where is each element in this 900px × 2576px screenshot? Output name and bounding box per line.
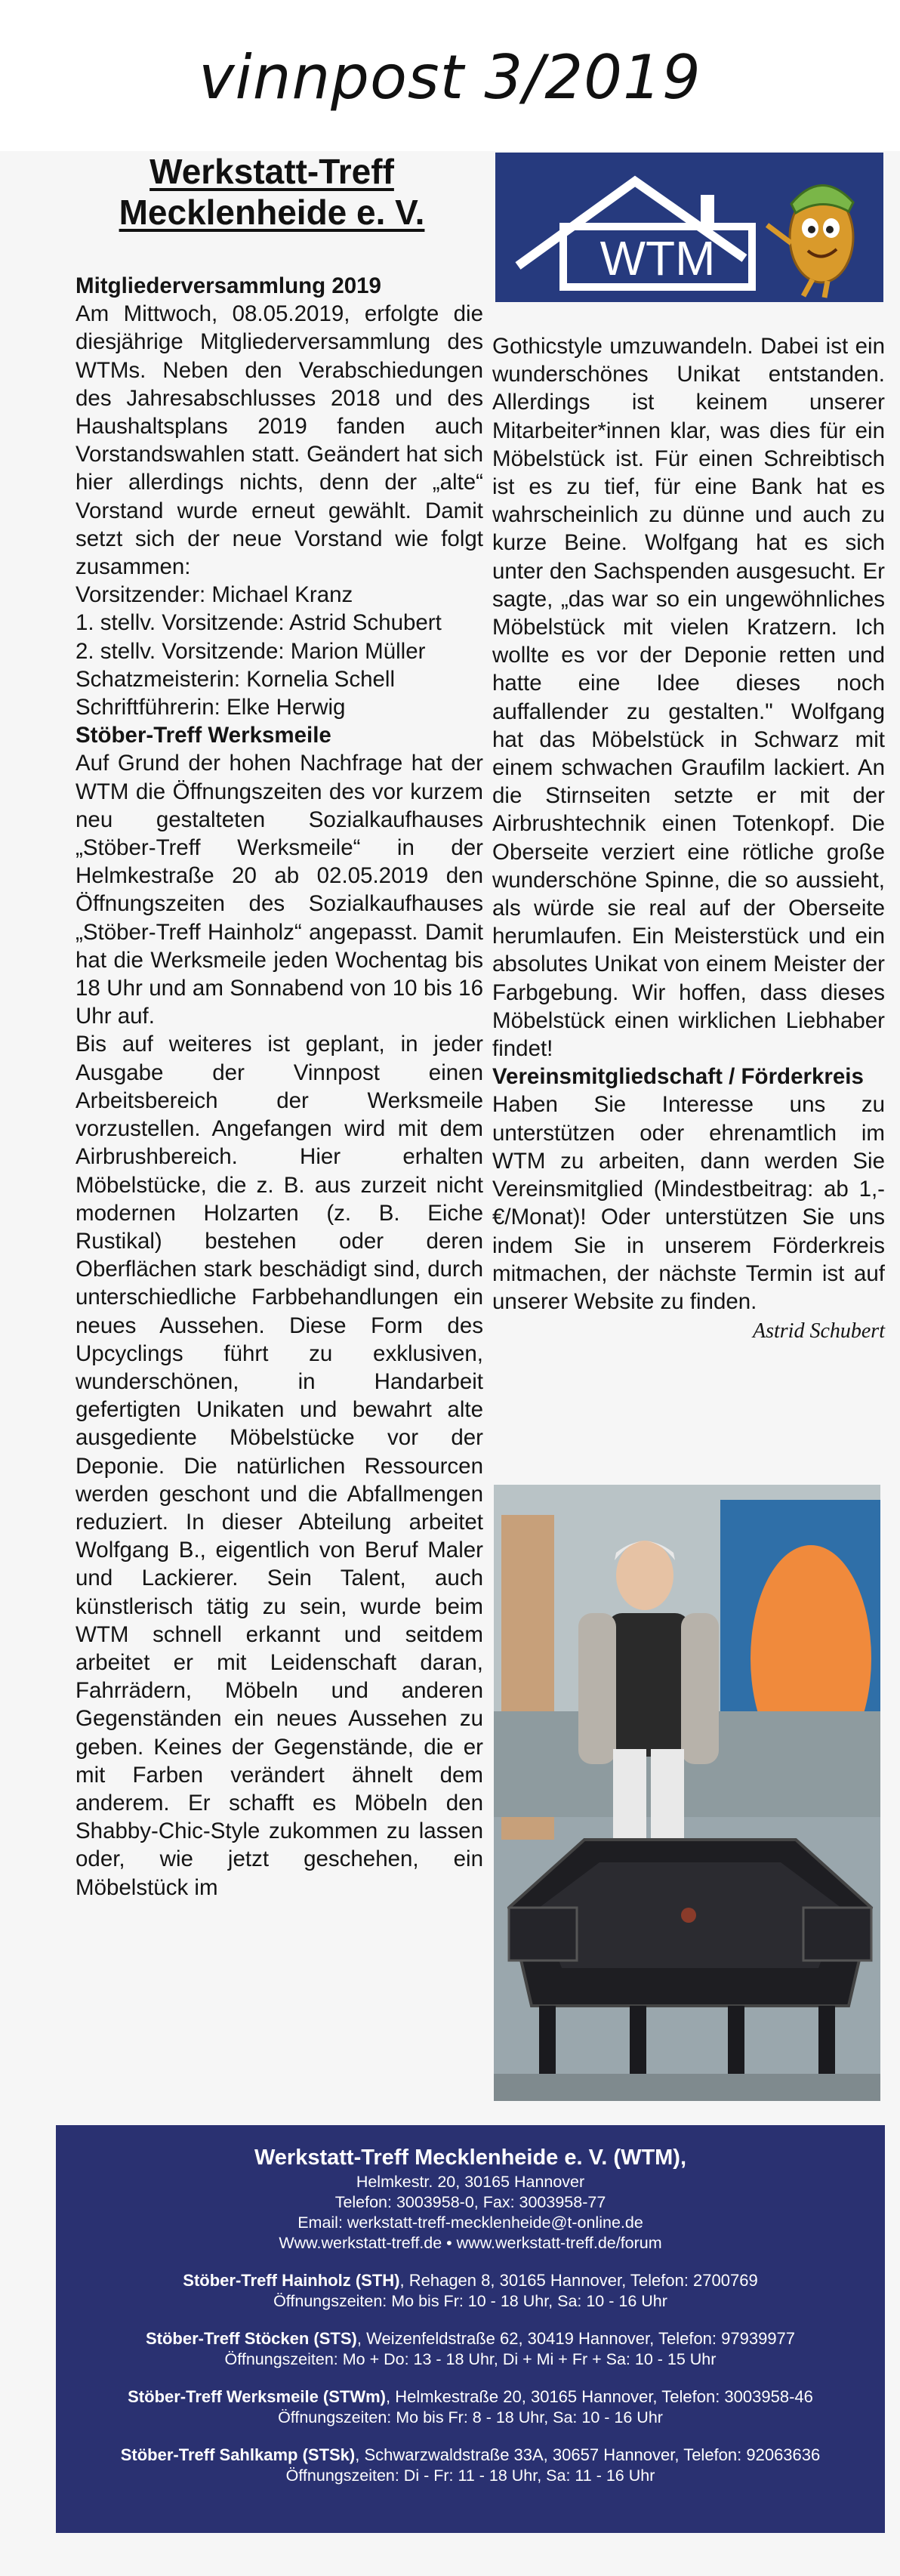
masthead-title: vinnpost 3/2019 <box>199 42 701 113</box>
branch-block <box>56 2328 885 2370</box>
branch-detail: , Rehagen 8, 30165 Hannover, Telefon: 2700769 <box>399 2271 758 2290</box>
left-column <box>76 272 483 1902</box>
branch-hours: Öffnungszeiten: Mo + Do: 13 - 18 Uhr, Di + Mi + Fr + Sa: 10 - 15 Uhr <box>224 2350 717 2368</box>
footer-email: Email: werkstatt-treff-mecklenheide@t-online.de <box>297 2214 643 2232</box>
footer-phone: Telefon: 3003958-0, Fax: 3003958-77 <box>334 2193 606 2211</box>
logo-text: WTM <box>599 231 716 285</box>
branch-hours: Öffnungszeiten: Mo bis Fr: 8 - 18 Uhr, Sa: 10 - 16 Uhr <box>278 2408 663 2426</box>
right-column <box>492 332 885 1345</box>
board-member: Schriftführerin: Elke Herwig <box>76 695 346 720</box>
branch-name: Stöber-Treff Stöcken (STS) <box>145 2329 357 2348</box>
branch-hours: Öffnungszeiten: Di - Fr: 11 - 18 Uhr, Sa: 11 - 16 Uhr <box>285 2466 655 2485</box>
wtm-logo-graphic <box>495 153 883 302</box>
footer-org-name: Werkstatt-Treff Mecklenheide e. V. (WTM), <box>254 2146 687 2170</box>
footer-address: Helmkestr. 20, 30165 Hannover <box>356 2173 585 2191</box>
branch-block <box>56 2270 885 2312</box>
branch-block <box>56 2386 885 2428</box>
branch-name: Stöber-Treff Werksmeile (STWm) <box>128 2387 387 2406</box>
board-list <box>76 581 483 721</box>
article-heading <box>68 151 476 233</box>
heading-line-2: Mecklenheide e. V. <box>119 193 425 232</box>
heading-line-1: Werkstatt-Treff <box>149 152 394 191</box>
footer-web: Www.werkstatt-treff.de • www.werkstatt-treff.de/forum <box>279 2234 662 2252</box>
paragraph-mitgliederversammlung: Am Mittwoch, 08.05.2019, erfolgte die diesjährige Mitgliederversammlung des WTMs. Neben den Verabschiedungen des Jahresabschlusses 2018 und des Haushaltsplans 2019 fanden auch Vorstandswahlen statt. Geändert hat sich hier allerdings nichts, denn der „alte“ Vorstand wurde erneut gewählt. Damit setzt sich der neue Vorstand wie folgt zusammen: <box>76 301 483 580</box>
board-member: Schatzmeisterin: Kornelia Schell <box>76 666 396 692</box>
board-member: 1. stellv. Vorsitzende: Astrid Schubert <box>76 610 442 636</box>
paragraph-gothicstyle: Gothicstyle umzuwandeln. Dabei ist ein wunderschönes Unikat entstanden. Allerdings ist keinem unserer Mitarbeiter*innen klar, was dies für ein Möbelstück ist. Für einen Schreibtisch ist es zu tief, für eine Bank hat es wahrscheinlich zu dünne und auch zu kurze Beine. Wolfgang hat es sich unter den Sachspenden ausgesucht. Er sagte, „das war so ein ungewöhnliches Möbelstück mit vielen Kratzern. Ich wollte es vor der Deponie retten und hatte eine Idee dieses noch auffallender zu gestalten." Wolfgang hat das Möbelstück in Schwarz mit einem schwachen Graufilm lackiert. An die Stirnseiten setzte er mit der Airbrushtechnik einen Totenkopf. Die Oberseite verziert eine rötliche große wunderschöne Spinne, die so aussieht, als würde sie real auf der Oberseite herumlaufen. Ein Meisterstück und ein absolutes Unikat von einem Meister der Farbgebung. Wir hoffen, dass dieses Möbelstück einen wirklichen Liebhaber findet! <box>492 334 885 1062</box>
branch-detail: , Weizenfeldstraße 62, 30419 Hannover, Telefon: 97939977 <box>356 2329 796 2348</box>
subheading-werksmeile: Stöber-Treff Werksmeile <box>76 723 331 748</box>
branch-name: Stöber-Treff Sahlkamp (STSk) <box>120 2445 356 2464</box>
branch-detail: , Helmkestraße 20, 30165 Hannover, Telefon: 3003958-46 <box>386 2387 813 2406</box>
branch-hours: Öffnungszeiten: Mo bis Fr: 10 - 18 Uhr, Sa: 10 - 16 Uhr <box>273 2292 667 2310</box>
branch-block <box>56 2445 885 2486</box>
paragraph-werksmeile: Auf Grund der hohen Nachfrage hat der WTM die Öffnungszeiten des vor kurzem neu gestalteten Sozialkaufhauses „Stöber-Treff Werksmeile“ in der Helmkestraße 20 ab 02.05.2019 den Öffnungszeiten des Sozialkaufhauses „Stöber-Treff Hainholz“ angepasst. Damit hat die Werksmeile jeden Wochentag bis 18 Uhr und am Sonnabend von 10 bis 16 Uhr auf. <box>76 751 483 1029</box>
subheading-mitgliederversammlung: Mitgliederversammlung 2019 <box>76 273 381 298</box>
branch-detail: , Schwarzwaldstraße 33A, 30657 Hannover, Telefon: 92063636 <box>355 2445 821 2464</box>
contact-footer <box>56 2125 885 2533</box>
wtm-logo <box>495 153 883 302</box>
author-signature: Astrid Schubert <box>753 1319 885 1344</box>
masthead <box>0 0 900 151</box>
board-member: Vorsitzender: Michael Kranz <box>76 582 353 608</box>
branch-name: Stöber-Treff Hainholz (STH) <box>183 2271 400 2290</box>
workshop-photo <box>494 1485 880 2101</box>
paragraph-airbrush: Bis auf weiteres ist geplant, in jeder Ausgabe der Vinnpost einen Arbeitsbereich der Werksmeile vorzustellen. Angefangen wird mit dem Airbrushbereich. Hier erhalten Möbelstücke, die z. B. aus zurzeit nicht modernen Holzarten (z. B. Eiche Rustikal) bestehen oder deren Oberflächen stark beschädigt sind, durch unterschiedliche Farbbehandlungen ein neues Aussehen. Diese Form des Upcyclings führt zu exklusiven, wunderschönen, in Handarbeit gefertigten Unikaten und bewahrt alte ausgediente Möbelstücke vor der Deponie. Die natürlichen Ressourcen werden geschont und die Abfallmengen reduziert. In dieser Abteilung arbeitet Wolfgang B., eigentlich von Beruf Maler und Lackierer. Sein Talent, auch künstlerisch tätig zu sein, wurde beim WTM schnell erkannt und seitdem arbeitet er mit Leidenschaft daran, Fahrrädern, Möbeln und anderen Gegenständen ein neues Aussehen zu geben. Keines der Gegenstände, die er mit Farben verändert ähnelt dem anderem. Er schafft es Möbeln den Shabby-Chic-Style zukommen zu lassen oder, wie jetzt geschehen, ein Möbelstück im <box>76 1032 483 1900</box>
subheading-vereinsmitgliedschaft: Vereinsmitgliedschaft / Förderkreis <box>492 1064 864 1090</box>
workshop-photo-graphic <box>494 1485 880 2101</box>
paragraph-vereinsmitgliedschaft: Haben Sie Interesse uns zu unterstützen oder ehrenamtlich im WTM zu arbeiten, dann werden Sie Vereinsmitglied (Mindestbeitrag: ab 1,- €/Monat)! Oder unterstützen Sie uns indem Sie in unserem Förderkreis mitmachen, der nächste Termin ist auf unserer Website zu finden. <box>492 1092 885 1314</box>
board-member: 2. stellv. Vorsitzende: Marion Müller <box>76 638 426 664</box>
